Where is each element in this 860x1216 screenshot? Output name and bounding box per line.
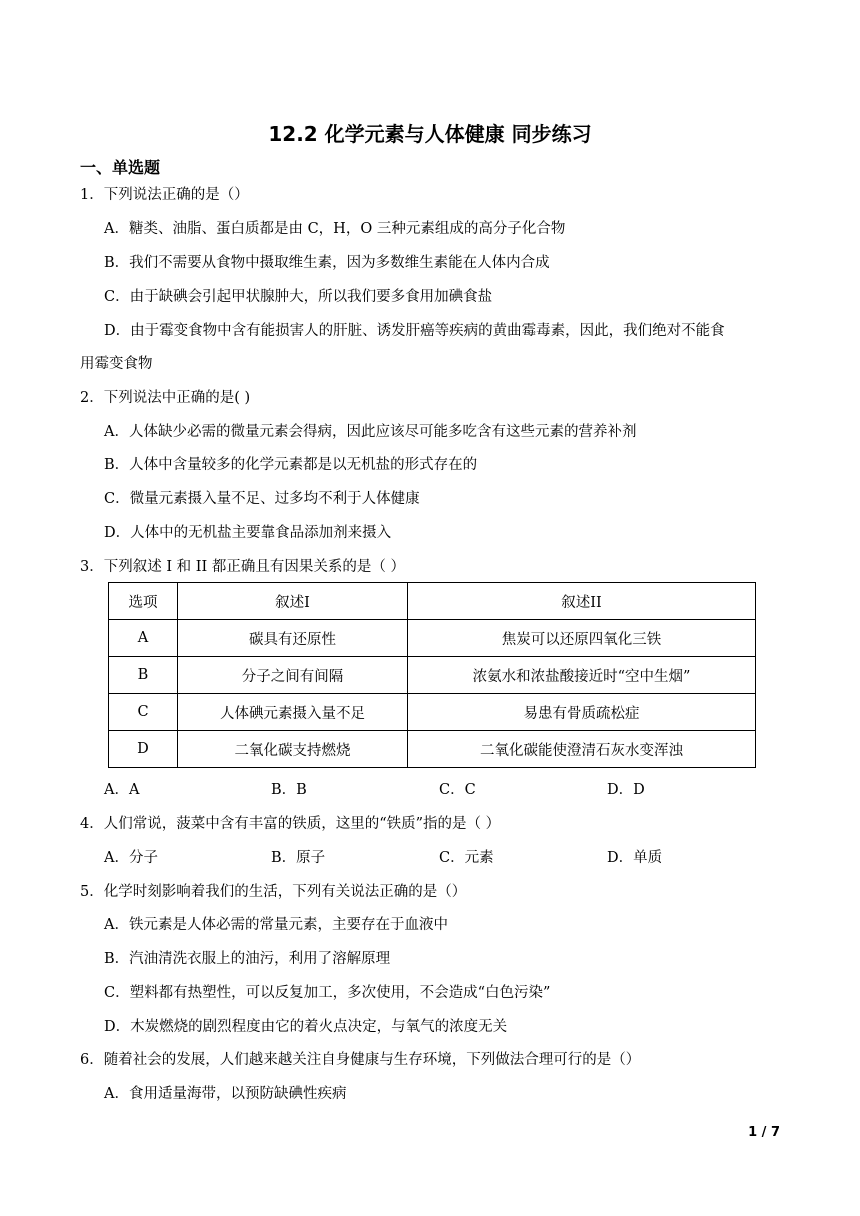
table-cell: A [109, 620, 178, 657]
table-row [109, 731, 756, 768]
question-5-option-b: B．汽油清洗衣服上的油污，利用了溶解原理 [104, 951, 391, 967]
question-6-option-a: A．食用适量海带，以预防缺碘性疾病 [104, 1086, 347, 1102]
question-4-option-d: D．单质 [607, 850, 663, 866]
question-3-option-a: A．A [104, 782, 140, 798]
question-3-option-b: B．B [271, 782, 307, 798]
question-3-table [108, 582, 756, 768]
question-2-option-b: B．人体中含量较多的化学元素都是以无机盐的形式存在的 [104, 457, 478, 473]
question-1-stem: 1．下列说法正确的是（） [80, 187, 249, 203]
question-3-option-d: D．D [607, 782, 645, 798]
question-2-option-a: A．人体缺少必需的微量元素会得病，因此应该尽可能多吃含有这些元素的营养补剂 [104, 424, 637, 440]
question-5-option-a: A．铁元素是人体必需的常量元素，主要存在于血液中 [104, 917, 448, 933]
question-4-option-c: C．元素 [439, 850, 494, 866]
question-4-option-a: A．分子 [104, 850, 158, 866]
question-2-stem: 2．下列说法中正确的是( ) [80, 390, 251, 406]
table-row [109, 620, 756, 657]
question-5-stem: 5．化学时刻影响着我们的生活，下列有关说法正确的是（） [80, 884, 467, 900]
table-cell: C [109, 694, 178, 731]
question-1-option-d: D．由于霉变食物中含有能损害人的肝脏、诱发肝癌等疾病的黄曲霉毒素，因此，我们绝对不能食 [104, 323, 725, 339]
table-header-cell: 叙述II [408, 583, 756, 620]
question-4-option-b: B．原子 [271, 850, 326, 866]
table-header-row [109, 583, 756, 620]
table-cell: D [109, 731, 178, 768]
table-row [109, 694, 756, 731]
question-1-option-b: B．我们不需要从食物中摄取维生素，因为多数维生素能在人体内合成 [104, 255, 550, 271]
page-number: 1 / 7 [748, 1125, 780, 1140]
table-cell: 人体碘元素摄入量不足 [178, 694, 408, 731]
question-5-option-d: D．木炭燃烧的剧烈程度由它的着火点决定，与氧气的浓度无关 [104, 1019, 508, 1035]
question-1-option-a: A．糖类、油脂、蛋白质都是由 C，H，O 三种元素组成的高分子化合物 [104, 221, 566, 237]
table-row [109, 657, 756, 694]
table-cell: 易患有骨质疏松症 [408, 694, 756, 731]
question-2-option-c: C．微量元素摄入量不足、过多均不利于人体健康 [104, 491, 420, 507]
question-1-option-d-continued: 用霉变食物 [80, 356, 153, 372]
table-cell: 二氧化碳支持燃烧 [178, 731, 408, 768]
document-title: 12.2 化学元素与人体健康 同步练习 [268, 122, 592, 146]
table-header-cell: 叙述I [178, 583, 408, 620]
question-4-stem: 4．人们常说，菠菜中含有丰富的铁质，这里的“铁质”指的是（ ） [80, 816, 501, 832]
question-5-option-c: C．塑料都有热塑性，可以反复加工，多次使用，不会造成“白色污染” [104, 985, 551, 1001]
table-cell: 碳具有还原性 [178, 620, 408, 657]
question-1-option-c: C．由于缺碘会引起甲状腺肿大，所以我们要多食用加碘食盐 [104, 289, 493, 305]
table-cell: 浓氨水和浓盐酸接近时“空中生烟” [408, 657, 756, 694]
table-cell: 焦炭可以还原四氧化三铁 [408, 620, 756, 657]
question-3-stem: 3．下列叙述 I 和 II 都正确且有因果关系的是（ ） [80, 559, 405, 575]
table-header-cell: 选项 [109, 583, 178, 620]
question-3-option-c: C．C [439, 782, 476, 798]
question-2-option-d: D．人体中的无机盐主要靠食品添加剂来摄入 [104, 525, 392, 541]
table-cell: B [109, 657, 178, 694]
table-cell: 分子之间有间隔 [178, 657, 408, 694]
section-heading: 一、单选题 [80, 158, 161, 177]
question-6-stem: 6．随着社会的发展，人们越来越关注自身健康与生存环境，下列做法合理可行的是（） [80, 1052, 641, 1068]
table-cell: 二氧化碳能使澄清石灰水变浑浊 [408, 731, 756, 768]
